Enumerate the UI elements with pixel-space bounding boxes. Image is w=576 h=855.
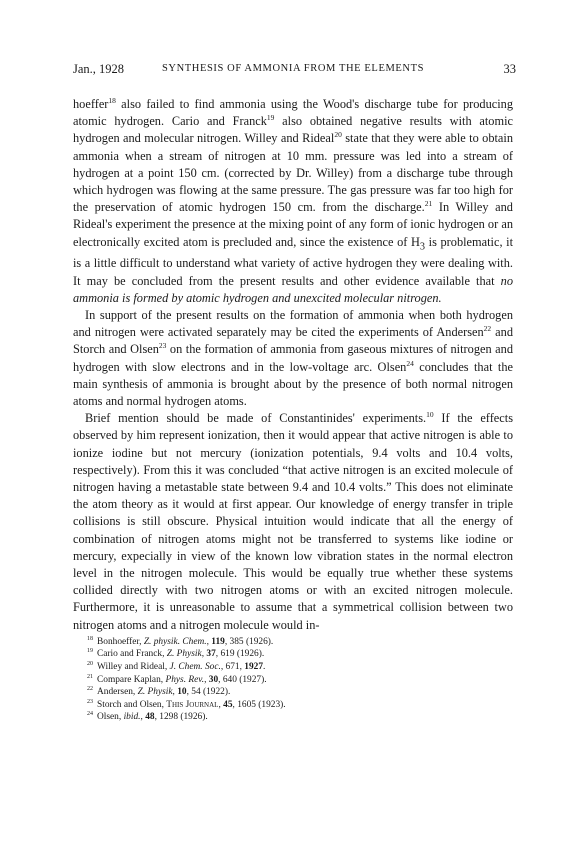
footnote-number: 18 <box>87 635 93 642</box>
text-run: , <box>218 699 224 710</box>
volume-number: 48 <box>145 712 155 723</box>
text-run: Storch and Olsen, <box>97 699 167 710</box>
running-header <box>73 62 516 78</box>
italic-text: Z. physik. Chem. <box>143 636 207 647</box>
text-run: If the effects observed by him represent ionization, then it would appear that active nitrogen is able to ionize iodine but not mercury (ionization potentials, 9.4 volts and 10.4 volts, respectively). From this it was concluded “that active nitrogen is an excited molecule of nitrogen having a metastable state between 9.4 and 10.4 volts.” This does not eliminate the atom theory as it would at first appear. Our knowledge of energy transfer in triple collisions is still obscure. Physical intuition would indicate that all the energy of combination of nitrogen atoms might not be transferred to systems like iodine or mercury, expecially in view of the known low vibration states in the normal electron level in the nitrogen molecule. This would be equally true whether these systems collided directly with two nitrogen atoms or with an excited nitrogen molecule. Furthermore, it is unreasonable to assume that a symmetrical collision between two nitrogen atoms and a nitrogen molecule would in- <box>73 411 513 632</box>
italic-text: Z. Physik <box>137 687 173 698</box>
text-run: also obtained negative results with atomic hydrogen and molecular nitrogen. Willey and Rideal <box>73 114 513 146</box>
text-run: on the formation of ammonia from gaseous mixtures of nitrogen and hydrogen with slow electrons and in the low-voltage arc. Olsen <box>73 342 513 374</box>
footnote <box>87 674 513 687</box>
italic-text: no ammonia is formed by atomic hydrogen and unexcited molecular nitrogen. <box>73 273 513 305</box>
text-run: also failed to find ammonia using the Wood's discharge tube for producing atomic hydrogen. Cario and Franck <box>73 97 513 129</box>
footnote-number: 24 <box>87 711 93 718</box>
text-run: , 640 (1927). <box>218 674 267 685</box>
footnote-number: 20 <box>87 660 93 667</box>
reference-superscript: 23 <box>158 341 167 351</box>
footnote-number: 23 <box>87 698 93 705</box>
footnote <box>87 711 513 724</box>
footnote-number: 22 <box>87 686 93 693</box>
reference-superscript: 20 <box>334 130 342 140</box>
text-run: Bonhoeffer, <box>97 636 144 647</box>
footnote <box>87 648 513 661</box>
text-run: Compare Kaplan, <box>97 674 166 685</box>
text-run: , 619 (1926). <box>215 649 265 660</box>
text-run: Willey and Rideal, <box>97 661 170 672</box>
reference-superscript: 18 <box>108 96 116 105</box>
text-run: In support of the present results on the formation of ammonia when both hydrogen and nitrogen were activated separately may be cited the experiments of Andersen <box>73 307 513 340</box>
paragraph <box>73 96 513 307</box>
volume-number: 37 <box>206 649 216 660</box>
italic-text: J. Chem. Soc. <box>169 661 221 672</box>
footnote-number: 21 <box>87 673 93 680</box>
article-body <box>73 96 513 634</box>
reference-superscript: 24 <box>406 358 414 368</box>
italic-text: ibid. <box>123 712 141 723</box>
text-run: Brief mention should be made of Constantinides' experiments. <box>85 411 427 426</box>
text-run: and Storch and Olsen <box>73 325 513 357</box>
text-run: concludes that the main synthesis of ammonia is brought about by the presence of both normal nitrogen atoms and normal hydrogen atoms. <box>73 359 513 408</box>
volume-number: 119 <box>211 636 225 647</box>
journal-name: This Journal <box>166 699 219 710</box>
italic-text: Z. Physik <box>166 649 202 660</box>
footnote-number: 19 <box>87 648 93 655</box>
paragraph <box>73 307 513 410</box>
text-run: , <box>140 712 146 723</box>
text-run: , 385 (1926). <box>224 636 274 647</box>
text-run: Andersen, <box>97 687 138 698</box>
footnote <box>87 686 513 699</box>
text-run: In Willey and Rideal's experiment the presence at the mixing point of any form of ionic hydrogen or an electronically excited atom is precluded and, since the existence of H <box>73 200 513 249</box>
text-run: , <box>172 687 178 698</box>
text-run: , 54 (1922). <box>186 687 231 698</box>
running-title: SYNTHESIS OF AMMONIA FROM THE ELEMENTS <box>161 63 425 74</box>
text-run: , <box>201 649 207 660</box>
paragraph <box>73 410 513 634</box>
reference-superscript: 19 <box>266 113 275 123</box>
volume-number: 45 <box>223 699 233 710</box>
text-run: state that they were able to obtain ammonia when a stream of nitrogen at 10 mm. pressure was led into a stream of hydrogen at a point 150 cm. (corrected by Dr. Willey) from a discharge tube through which hydrogen was flowing at the same pressure. The gas pressure was far too high for the preservation of atomic hydrogen 150 cm. from the discharge. <box>73 131 513 215</box>
volume-number: 30 <box>208 674 219 685</box>
footnotes <box>73 636 513 724</box>
text-run: , 671, <box>220 661 245 672</box>
text-run: . <box>263 661 266 672</box>
text-run: is problematic, it is a little difficult to understand what variety of active hydrogen they were dealing with. It may be concluded from the present results and other evidence available that <box>73 234 513 288</box>
issue-date: Jan., 1928 <box>73 62 125 76</box>
footnote <box>87 636 513 649</box>
volume-number: 1927 <box>244 661 264 672</box>
reference-superscript: 10 <box>426 410 434 420</box>
text-run: , 1298 (1926). <box>154 712 208 723</box>
text-run: Olsen, <box>97 712 124 723</box>
text-run: , <box>204 674 209 685</box>
text-run: , <box>206 636 212 647</box>
footnote <box>87 661 513 674</box>
footnote <box>87 699 513 712</box>
journal-page <box>73 62 516 724</box>
reference-superscript: 21 <box>424 199 433 209</box>
text-run: , 1605 (1923). <box>232 699 286 710</box>
reference-superscript: 22 <box>483 324 492 334</box>
text-run: hoeffer <box>73 97 109 111</box>
volume-number: 10 <box>177 687 187 698</box>
text-run: Cario and Franck, <box>97 649 167 660</box>
page-number: 33 <box>503 62 516 76</box>
subscript: 3 <box>419 241 426 253</box>
italic-text: Phys. Rev. <box>165 674 205 685</box>
